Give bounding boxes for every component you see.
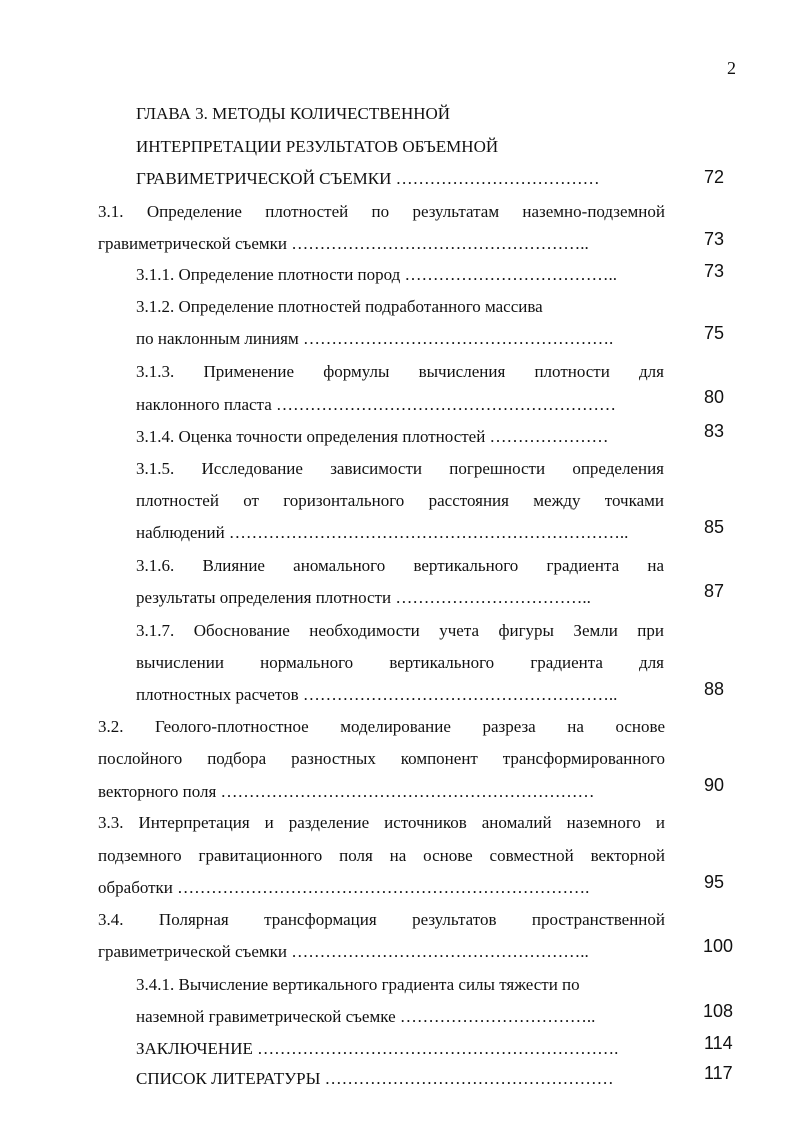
page-number: 2 (727, 58, 736, 78)
toc-3-1-5-line-2: плотностей от горизонтального расстояния между точками (136, 491, 664, 510)
toc-3-1-6-line-1: 3.1.6. Влияние аномального вертикального градиента на (136, 556, 664, 575)
toc-chapter-3-line-1: ГЛАВА 3. МЕТОДЫ КОЛИЧЕСТВЕННОЙ (136, 104, 451, 123)
toc-3-1-2-page: 75 (704, 323, 725, 343)
toc-chapter-3-page: 72 (704, 167, 725, 187)
toc-references-page: 117 (704, 1063, 733, 1083)
toc-3-1-1: 3.1.1. Определение плотности пород ……………………………….. (136, 265, 618, 284)
toc-3-1-5-line-3: наблюдений …………………………………………………………….. (136, 523, 629, 542)
toc-3-3-line-1: 3.3. Интерпретация и разделение источников аномалий наземного и (98, 813, 665, 832)
toc-3-1-5-line-1: 3.1.5. Исследование зависимости погрешности определения (136, 459, 664, 478)
toc-3-3-line-2: подземного гравитационного поля на основе совместной векторной (98, 846, 665, 865)
toc-chapter-3-line-2: ИНТЕРПРЕТАЦИИ РЕЗУЛЬТАТОВ ОБЪЕМНОЙ (136, 137, 499, 156)
toc-3-1-7-line-3: плотностных расчетов ……………………………………………….. (136, 685, 618, 704)
toc-3-4-1-line-1: 3.4.1. Вычисление вертикального градиента силы тяжести по (136, 975, 580, 994)
toc-3-4-page: 100 (703, 936, 734, 956)
toc-3-1-5-page: 85 (704, 517, 725, 537)
toc-conclusion: ЗАКЛЮЧЕНИЕ ………………………………………………………. (136, 1039, 619, 1058)
toc-3-4-1-line-2: наземной гравиметрической съемке …………………………….. (136, 1007, 596, 1026)
toc-3-2-line-3: векторного поля ………………………………………………………… (98, 782, 595, 801)
toc-3-1-page: 73 (704, 229, 725, 249)
toc-references: СПИСОК ЛИТЕРАТУРЫ …………………………………………… (136, 1069, 614, 1088)
toc-3-1-3-line-1: 3.1.3. Применение формулы вычисления плотности для (136, 362, 664, 381)
toc-3-1-3-line-2: наклонного пласта …………………………………………………… (136, 395, 616, 414)
toc-3-1-line-2: гравиметрической съемки …………………………………………….. (98, 234, 589, 253)
toc-conclusion-page: 114 (704, 1033, 733, 1053)
toc-3-1-7-page: 88 (704, 679, 725, 699)
toc-3-1-4-page: 83 (704, 421, 725, 441)
toc-3-1-6-page: 87 (704, 581, 725, 601)
toc-3-4-1-page: 108 (703, 1001, 734, 1021)
toc-chapter-3-line-3: ГРАВИМЕТРИЧЕСКОЙ СЪЕМКИ ……………………………… (136, 169, 600, 188)
toc-3-1-7-line-1: 3.1.7. Обоснование необходимости учета фигуры Земли при (136, 621, 664, 640)
toc-3-1-4: 3.1.4. Оценка точности определения плотностей ………………… (136, 427, 609, 446)
toc-3-1-7-line-2: вычислении нормального вертикального градиента для (136, 653, 664, 672)
toc-3-1-3-page: 80 (704, 387, 725, 407)
toc-3-4-line-1: 3.4. Полярная трансформация результатов пространственной (98, 910, 665, 929)
toc-3-1-6-line-2: результаты определения плотности …………………………….. (136, 588, 591, 607)
toc-3-2-line-2: послойного подбора разностных компонент трансформированного (98, 749, 665, 768)
toc-3-2-page: 90 (704, 775, 725, 795)
toc-3-4-line-2: гравиметрической съемки …………………………………………….. (98, 942, 589, 961)
toc-3-3-page: 95 (704, 872, 725, 892)
toc-3-1-2-line-2: по наклонным линиям ………………………………………………. (136, 329, 614, 348)
toc-3-2-line-1: 3.2. Геолого-плотностное моделирование разреза на основе (98, 717, 665, 736)
toc-3-1-2-line-1: 3.1.2. Определение плотностей подработанного массива (136, 297, 543, 316)
toc-3-1-line-1: 3.1. Определение плотностей по результатам наземно-подземной (98, 202, 665, 221)
toc-3-1-1-page: 73 (704, 261, 725, 281)
toc-3-3-line-3: обработки ………………………………………………………………. (98, 878, 590, 897)
